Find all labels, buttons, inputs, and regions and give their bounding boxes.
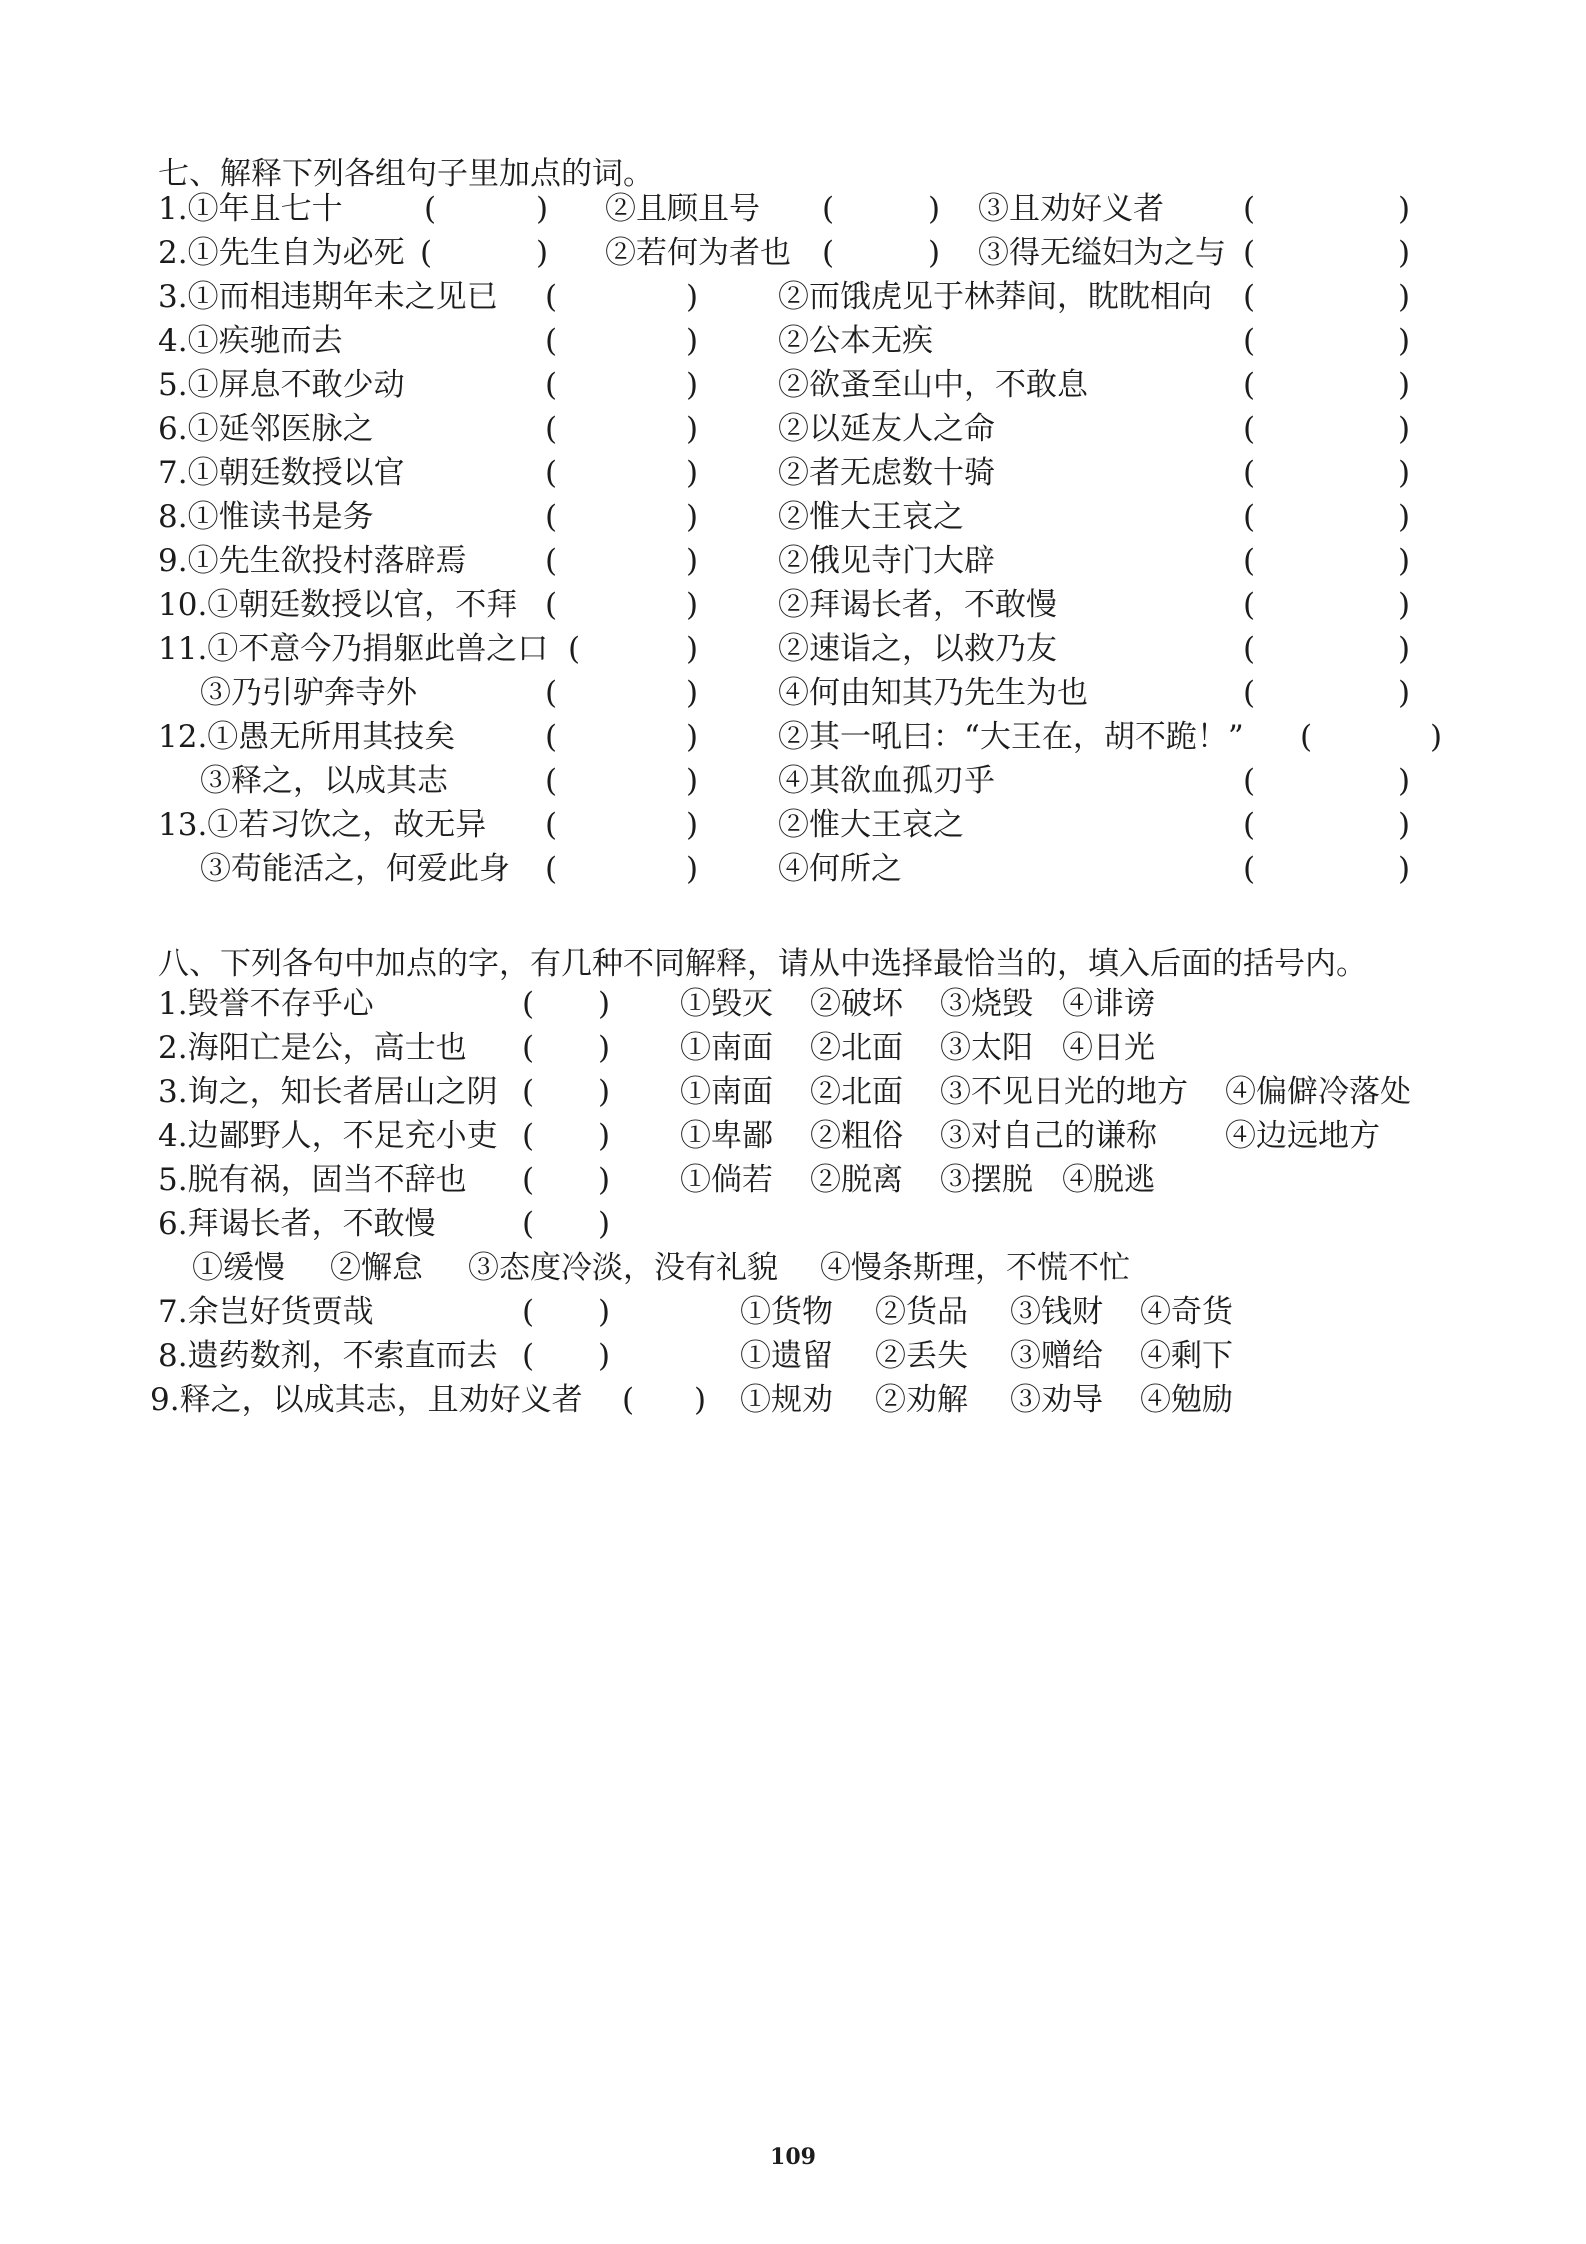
s7-r9-a-close: ) <box>686 543 699 579</box>
s7-r15-b-close: ) <box>1398 807 1411 843</box>
s7-r2-c-close: ) <box>1398 235 1411 271</box>
s8-r9-opt3: ③赠给 <box>1010 1338 1103 1374</box>
s8-r3-opt1: ①南面 <box>680 1074 773 1110</box>
s7-r7-a-close: ) <box>686 455 699 491</box>
s8-r3-opt3: ③不见日光的地方 <box>940 1074 1188 1110</box>
s8-r3-text: 3.询之，知长者居山之阴 <box>158 1074 498 1110</box>
s7-r8-b-open: ( <box>1243 499 1256 535</box>
s8-r10-opt4: ④勉励 <box>1140 1382 1233 1418</box>
s7-r10-b-close: ) <box>1398 587 1411 623</box>
s8-r8-opt4: ④奇货 <box>1140 1294 1233 1330</box>
s7-r16-b-close: ) <box>1398 851 1411 887</box>
s8-r5-close: ) <box>598 1162 611 1198</box>
s7-r10-b-open: ( <box>1243 587 1256 623</box>
s7-r7-b-close: ) <box>1398 455 1411 491</box>
s7-r5-a: 5.①屏息不敢少动 <box>158 367 405 403</box>
section8-title: 八、下列各句中加点的字，有几种不同解释，请从中选择最恰当的，填入后面的括号内。 <box>158 946 1367 982</box>
s8-r4-opt3: ③对自己的谦称 <box>940 1118 1157 1154</box>
s7-r4-a: 4.①疾驰而去 <box>158 323 343 359</box>
s7-r2-b: ②若何为者也 <box>605 235 791 271</box>
s7-r1-c: ③且劝好义者 <box>978 191 1164 227</box>
s7-r7-b-open: ( <box>1243 455 1256 491</box>
s8-r5-text: 5.脱有祸，固当不辞也 <box>158 1162 467 1198</box>
s7-r1-a: 1.①年且七十 <box>158 191 343 227</box>
s7-r12-a-close: ) <box>686 675 699 711</box>
s8-r10-opt3: ③劝导 <box>1010 1382 1103 1418</box>
s7-r2-a-close: ) <box>536 235 549 271</box>
s7-r13-b-close: ) <box>1430 719 1443 755</box>
s8-r5-open: ( <box>522 1162 535 1198</box>
s7-r16-a-close: ) <box>686 851 699 887</box>
s7-r12-a: ③乃引驴奔寺外 <box>200 675 417 711</box>
s7-r2-c: ③得无缢妇为之与 <box>978 235 1226 271</box>
s8-r7-opt2: ②懈怠 <box>330 1250 423 1286</box>
s8-r9-close: ) <box>598 1338 611 1374</box>
s7-r3-a-close: ) <box>686 279 699 315</box>
s7-r4-b-open: ( <box>1243 323 1256 359</box>
s8-r1-open: ( <box>522 986 535 1022</box>
s8-r2-opt3: ③太阳 <box>940 1030 1033 1066</box>
s7-r11-b-open: ( <box>1243 631 1256 667</box>
s7-r9-b: ②俄见寺门大辟 <box>778 543 995 579</box>
s8-r10-close: ) <box>694 1382 707 1418</box>
s7-r11-a-open: ( <box>568 631 581 667</box>
s8-r2-text: 2.海阳亡是公，高士也 <box>158 1030 467 1066</box>
s7-r2-c-open: ( <box>1243 235 1256 271</box>
s7-r13-a-close: ) <box>686 719 699 755</box>
s7-r11-a: 11.①不意今乃捐躯此兽之口 <box>158 631 549 667</box>
s7-r10-a-open: ( <box>545 587 558 623</box>
s7-r12-b: ④何由知其乃先生为也 <box>778 675 1088 711</box>
s8-r4-open: ( <box>522 1118 535 1154</box>
s7-r12-b-close: ) <box>1398 675 1411 711</box>
s7-r9-b-close: ) <box>1398 543 1411 579</box>
s7-r6-b: ②以延友人之命 <box>778 411 995 447</box>
s8-r7-opt1: ①缓慢 <box>192 1250 285 1286</box>
s7-r1-b: ②且顾且号 <box>605 191 760 227</box>
s8-r8-close: ) <box>598 1294 611 1330</box>
s8-r4-opt2: ②粗俗 <box>810 1118 903 1154</box>
s8-r10-open: ( <box>622 1382 635 1418</box>
s7-r7-a-open: ( <box>545 455 558 491</box>
page-number: 109 <box>770 2144 816 2170</box>
s8-r2-opt4: ④日光 <box>1062 1030 1155 1066</box>
s8-r4-opt4: ④边远地方 <box>1225 1118 1380 1154</box>
s7-r14-b-close: ) <box>1398 763 1411 799</box>
s7-r6-b-close: ) <box>1398 411 1411 447</box>
s7-r16-b-open: ( <box>1243 851 1256 887</box>
section7-title: 七、解释下列各组句子里加点的词。 <box>158 156 654 192</box>
s8-r5-opt1: ①倘若 <box>680 1162 773 1198</box>
s7-r13-a-open: ( <box>545 719 558 755</box>
s7-r9-a: 9.①先生欲投村落辟焉 <box>158 543 467 579</box>
s7-r11-b: ②速诣之，以救乃友 <box>778 631 1057 667</box>
s8-r10-text: 9.释之，以成其志，且劝好义者 <box>150 1382 583 1418</box>
s7-r3-a: 3.①而相违期年未之见已 <box>158 279 498 315</box>
s7-r5-a-close: ) <box>686 367 699 403</box>
s8-r4-text: 4.边鄙野人，不足充小吏 <box>158 1118 498 1154</box>
s7-r2-b-close: ) <box>928 235 941 271</box>
s8-r6-text: 6.拜谒长者，不敢慢 <box>158 1206 436 1242</box>
s8-r5-opt2: ②脱离 <box>810 1162 903 1198</box>
s7-r1-b-open: ( <box>822 191 835 227</box>
s8-r2-close: ) <box>598 1030 611 1066</box>
s7-r8-a-open: ( <box>545 499 558 535</box>
s7-r6-a-close: ) <box>686 411 699 447</box>
s7-r15-a-open: ( <box>545 807 558 843</box>
s7-r4-b: ②公本无疾 <box>778 323 933 359</box>
s8-r8-opt1: ①货物 <box>740 1294 833 1330</box>
s8-r8-open: ( <box>522 1294 535 1330</box>
s7-r1-b-close: ) <box>928 191 941 227</box>
s7-r12-a-open: ( <box>545 675 558 711</box>
s7-r13-b: ②其一吼曰：“大王在，胡不跪！” <box>778 719 1244 755</box>
s8-r8-text: 7.余岂好货贾哉 <box>158 1294 374 1330</box>
s7-r7-a: 7.①朝廷数授以官 <box>158 455 405 491</box>
s7-r7-b: ②者无虑数十骑 <box>778 455 995 491</box>
s8-r9-text: 8.遗药数剂，不索直而去 <box>158 1338 498 1374</box>
s7-r14-a-close: ) <box>686 763 699 799</box>
s7-r2-a-open: ( <box>420 235 433 271</box>
s7-r8-a: 8.①惟读书是务 <box>158 499 374 535</box>
s7-r4-a-close: ) <box>686 323 699 359</box>
s7-r12-b-open: ( <box>1243 675 1256 711</box>
s8-r1-text: 1.毁誉不存乎心 <box>158 986 374 1022</box>
s7-r9-a-open: ( <box>545 543 558 579</box>
s8-r3-opt4: ④偏僻冷落处 <box>1225 1074 1411 1110</box>
s8-r9-opt4: ④剩下 <box>1140 1338 1233 1374</box>
s7-r11-a-close: ) <box>686 631 699 667</box>
s7-r14-b: ④其欲血孤刃乎 <box>778 763 995 799</box>
s8-r7-opt4: ④慢条斯理，不慌不忙 <box>820 1250 1130 1286</box>
s7-r3-a-open: ( <box>545 279 558 315</box>
s8-r1-opt1: ①毁灭 <box>680 986 773 1022</box>
s8-r1-opt3: ③烧毁 <box>940 986 1033 1022</box>
s8-r3-open: ( <box>522 1074 535 1110</box>
s7-r13-a: 12.①愚无所用其技矣 <box>158 719 456 755</box>
s8-r4-close: ) <box>598 1118 611 1154</box>
s8-r1-opt2: ②破坏 <box>810 986 903 1022</box>
s7-r8-a-close: ) <box>686 499 699 535</box>
s7-r10-b: ②拜谒长者，不敢慢 <box>778 587 1057 623</box>
s8-r6-close: ) <box>598 1206 611 1242</box>
s7-r16-a-open: ( <box>545 851 558 887</box>
s8-r9-opt1: ①遗留 <box>740 1338 833 1374</box>
s7-r1-a-close: ) <box>536 191 549 227</box>
s7-r14-a-open: ( <box>545 763 558 799</box>
s7-r4-a-open: ( <box>545 323 558 359</box>
s7-r6-a-open: ( <box>545 411 558 447</box>
s7-r14-b-open: ( <box>1243 763 1256 799</box>
s7-r9-b-open: ( <box>1243 543 1256 579</box>
s7-r1-a-open: ( <box>424 191 437 227</box>
s7-r15-a: 13.①若习饮之，故无异 <box>158 807 487 843</box>
s7-r2-b-open: ( <box>822 235 835 271</box>
s7-r6-b-open: ( <box>1243 411 1256 447</box>
s7-r5-b: ②欲蚤至山中，不敢息 <box>778 367 1088 403</box>
s8-r5-opt4: ④脱逃 <box>1062 1162 1155 1198</box>
s7-r5-b-open: ( <box>1243 367 1256 403</box>
s7-r14-a: ③释之，以成其志 <box>200 763 448 799</box>
s7-r6-a: 6.①延邻医脉之 <box>158 411 374 447</box>
s8-r10-opt2: ②劝解 <box>875 1382 968 1418</box>
s8-r3-opt2: ②北面 <box>810 1074 903 1110</box>
s7-r16-b: ④何所之 <box>778 851 902 887</box>
s8-r1-close: ) <box>598 986 611 1022</box>
s7-r10-a: 10.①朝廷数授以官，不拜 <box>158 587 518 623</box>
s8-r8-opt3: ③钱财 <box>1010 1294 1103 1330</box>
s7-r3-b: ②而饿虎见于林莽间，眈眈相向 <box>778 279 1212 315</box>
s7-r2-a: 2.①先生自为必死 <box>158 235 405 271</box>
s7-r16-a: ③苟能活之，何爱此身 <box>200 851 510 887</box>
s7-r10-a-close: ) <box>686 587 699 623</box>
s7-r8-b-close: ) <box>1398 499 1411 535</box>
s7-r8-b: ②惟大王哀之 <box>778 499 964 535</box>
s8-r3-close: ) <box>598 1074 611 1110</box>
s8-r2-opt1: ①南面 <box>680 1030 773 1066</box>
s7-r5-a-open: ( <box>545 367 558 403</box>
s7-r4-b-close: ) <box>1398 323 1411 359</box>
s7-r1-c-open: ( <box>1243 191 1256 227</box>
s7-r13-b-open: ( <box>1300 719 1313 755</box>
s7-r11-b-close: ) <box>1398 631 1411 667</box>
s8-r1-opt4: ④诽谤 <box>1062 986 1155 1022</box>
s8-r8-opt2: ②货品 <box>875 1294 968 1330</box>
s8-r6-open: ( <box>522 1206 535 1242</box>
s8-r2-opt2: ②北面 <box>810 1030 903 1066</box>
s7-r15-b: ②惟大王哀之 <box>778 807 964 843</box>
s8-r9-opt2: ②丢失 <box>875 1338 968 1374</box>
s8-r4-opt1: ①卑鄙 <box>680 1118 773 1154</box>
s8-r9-open: ( <box>522 1338 535 1374</box>
s8-r10-opt1: ①规劝 <box>740 1382 833 1418</box>
s7-r1-c-close: ) <box>1398 191 1411 227</box>
s7-r3-b-close: ) <box>1398 279 1411 315</box>
s7-r5-b-close: ) <box>1398 367 1411 403</box>
s7-r15-b-open: ( <box>1243 807 1256 843</box>
s8-r5-opt3: ③摆脱 <box>940 1162 1033 1198</box>
s8-r2-open: ( <box>522 1030 535 1066</box>
s8-r7-opt3: ③态度冷淡，没有礼貌 <box>468 1250 778 1286</box>
s7-r3-b-open: ( <box>1243 279 1256 315</box>
s7-r15-a-close: ) <box>686 807 699 843</box>
